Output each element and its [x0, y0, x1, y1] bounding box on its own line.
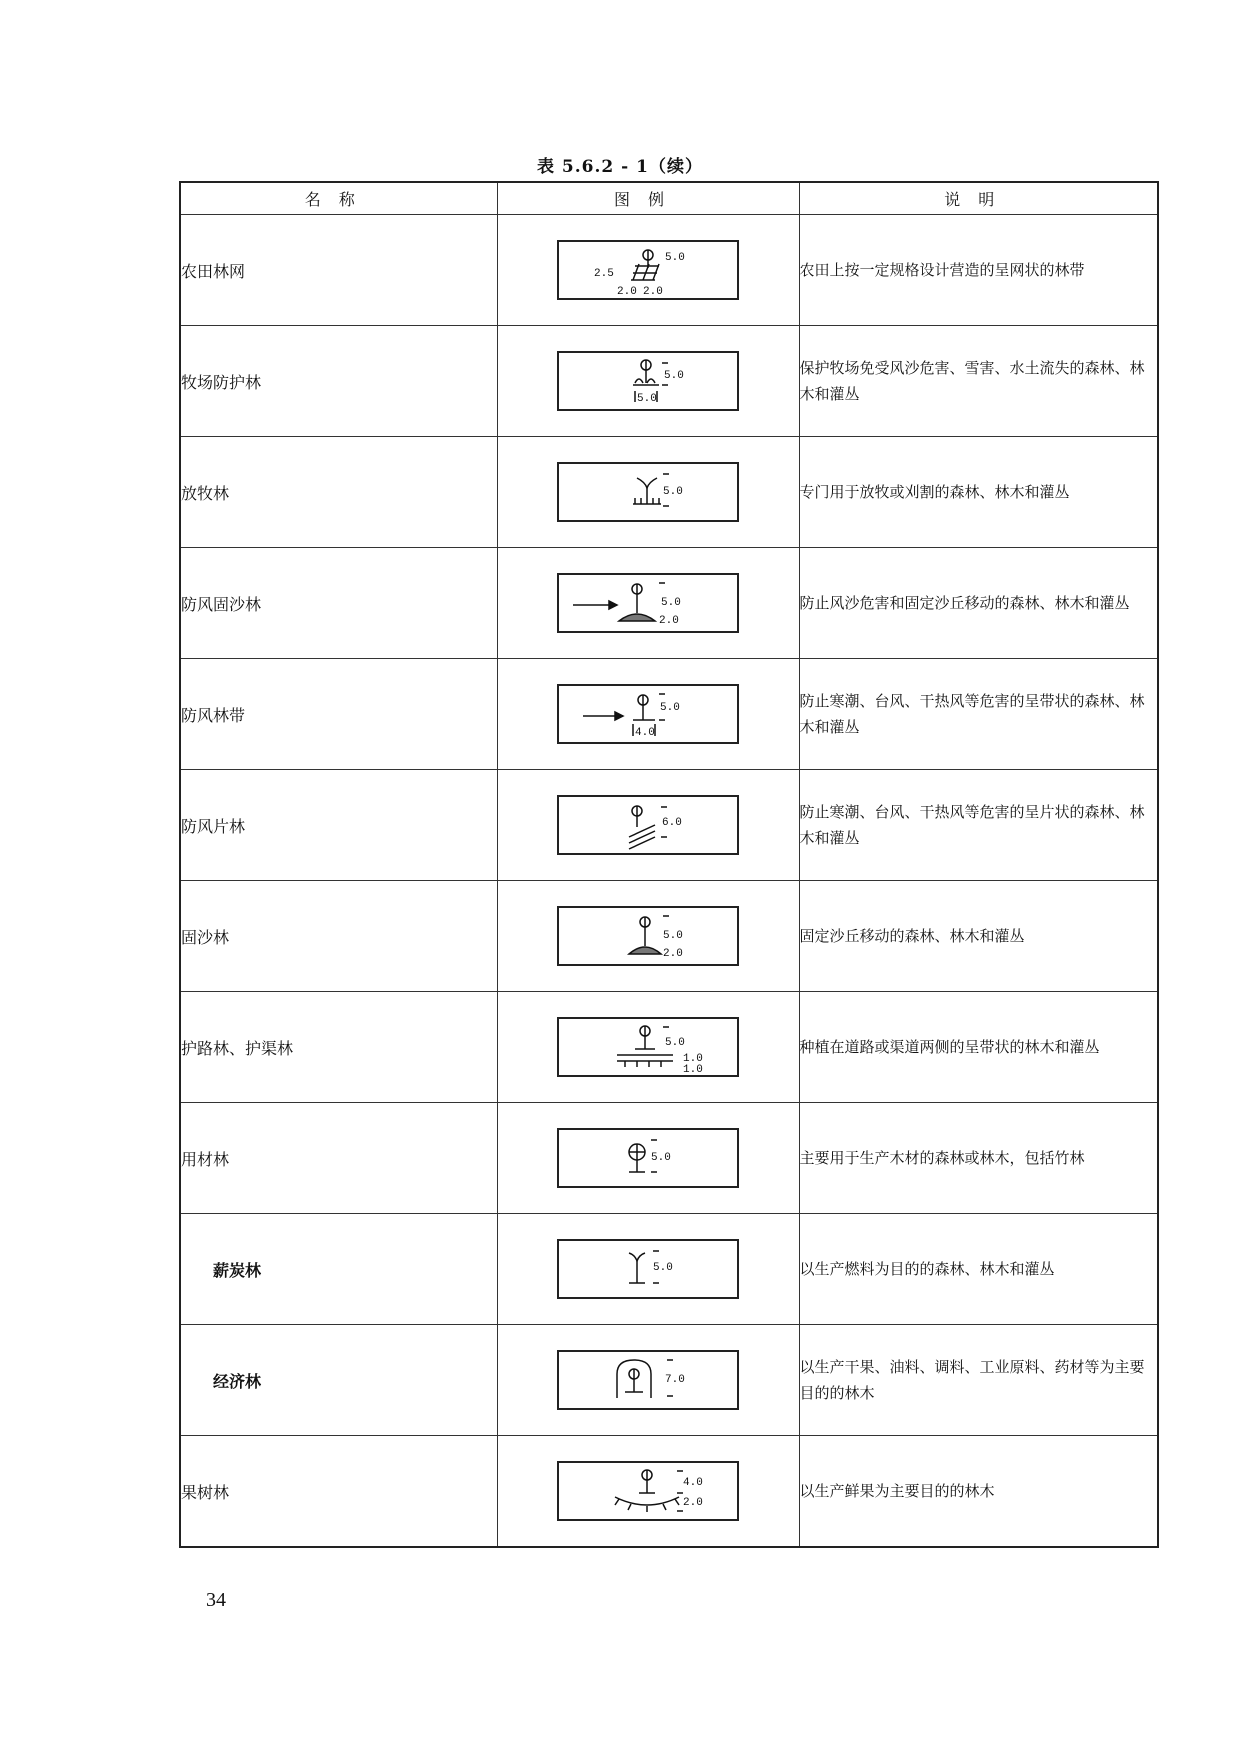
table-row: [180, 326, 1158, 437]
sand-fixation-forest-icon: [557, 906, 739, 966]
symbol-dimension: 7.0: [665, 1374, 685, 1386]
symbol-dimension: 5.0: [664, 370, 684, 382]
table-row: [180, 659, 1158, 770]
windbreak-belt-icon: [557, 684, 739, 744]
row-description: 种植在道路或渠道两侧的呈带状的林木和灌丛: [799, 992, 1158, 1103]
row-name: 防风固沙林: [180, 548, 497, 659]
symbol-dimension: 2.5: [594, 268, 614, 280]
row-name: 护路林、护渠林: [180, 992, 497, 1103]
table-row: [180, 548, 1158, 659]
table-title: 表 5.6.2 - 1（续）: [537, 157, 703, 177]
table-row: [180, 881, 1158, 992]
table-row: [180, 1103, 1158, 1214]
orchard-icon: [557, 1461, 739, 1521]
row-name: 果树林: [180, 1436, 497, 1548]
windbreak-patch-forest-icon: [557, 795, 739, 855]
symbol-dimension: 5.0: [663, 930, 683, 942]
row-description: 农田上按一定规格设计营造的呈网状的林带: [799, 215, 1158, 326]
symbol-dimension: 5.0: [660, 702, 680, 714]
symbol-dimension: 5.0: [665, 1037, 685, 1049]
timber-forest-icon: [557, 1128, 739, 1188]
symbol-dimension: 2.0: [663, 948, 683, 960]
page-number: 34: [206, 1589, 226, 1611]
symbol-dimension: 2.0: [683, 1497, 703, 1509]
table-row: [180, 215, 1158, 326]
row-name: 固沙林: [180, 881, 497, 992]
row-description: 防止寒潮、台风、干热风等危害的呈片状的森林、林木和灌丛: [799, 770, 1158, 881]
row-description: 以生产燃料为目的的森林、林木和灌丛: [799, 1214, 1158, 1325]
row-description: 专门用于放牧或刈割的森林、林木和灌丛: [799, 437, 1158, 548]
table-row: [180, 437, 1158, 548]
symbol-dimension: 2.0: [617, 286, 637, 298]
table-row: [180, 1325, 1158, 1436]
header-name: 名称: [180, 182, 497, 215]
farmland-shelterbelt-network-icon: [557, 240, 739, 300]
table-row: [180, 1436, 1158, 1548]
row-description: 以生产干果、油料、调料、工业原料、药材等为主要目的的林木: [799, 1325, 1158, 1436]
row-description: 主要用于生产木材的森林或林木，包括竹林: [799, 1103, 1158, 1214]
row-name: 用材林: [180, 1103, 497, 1214]
row-name: 防风片林: [180, 770, 497, 881]
symbol-dimension: 5.0: [665, 252, 685, 264]
grazing-forest-icon: [557, 462, 739, 522]
fuelwood-forest-icon: [557, 1239, 739, 1299]
legend-table: [179, 181, 1159, 1548]
row-description: 防止寒潮、台风、干热风等危害的呈带状的森林、林木和灌丛: [799, 659, 1158, 770]
pasture-protection-forest-icon: [557, 351, 739, 411]
symbol-dimension: 5.0: [653, 1262, 673, 1274]
symbol-dimension: 5.0: [651, 1152, 671, 1164]
row-description: 防止风沙危害和固定沙丘移动的森林、林木和灌丛: [799, 548, 1158, 659]
economic-forest-icon: [557, 1350, 739, 1410]
table-row: [180, 992, 1158, 1103]
symbol-dimension: 2.0: [659, 615, 679, 627]
windbreak-sand-fixation-forest-icon: [557, 573, 739, 633]
road-canal-protection-forest-icon: [557, 1017, 739, 1077]
symbol-dimension: 2.0: [643, 286, 663, 298]
header-row: [180, 182, 1158, 215]
header-symbol: 图例: [497, 182, 799, 215]
symbol-dimension: 5.0: [661, 597, 681, 609]
symbol-dimension: 1.0: [683, 1053, 703, 1065]
header-description: 说明: [799, 182, 1158, 215]
symbol-dimension: 5.0: [637, 393, 657, 405]
row-name: 经济林: [180, 1325, 497, 1436]
symbol-dimension: 5.0: [663, 486, 683, 498]
table-row: [180, 1214, 1158, 1325]
row-name: 防风林带: [180, 659, 497, 770]
symbol-dimension: 1.0: [683, 1064, 703, 1075]
row-name: 薪炭林: [180, 1214, 497, 1325]
row-name: 放牧林: [180, 437, 497, 548]
row-name: 牧场防护林: [180, 326, 497, 437]
row-description: 以生产鲜果为主要目的的林木: [799, 1436, 1158, 1548]
row-description: 固定沙丘移动的森林、林木和灌丛: [799, 881, 1158, 992]
row-description: 保护牧场免受风沙危害、雪害、水土流失的森林、林木和灌丛: [799, 326, 1158, 437]
table-row: [180, 770, 1158, 881]
symbol-dimension: 4.0: [683, 1477, 703, 1489]
row-name: 农田林网: [180, 215, 497, 326]
symbol-dimension: 6.0: [662, 817, 682, 829]
symbol-dimension: 4.0: [635, 727, 655, 739]
